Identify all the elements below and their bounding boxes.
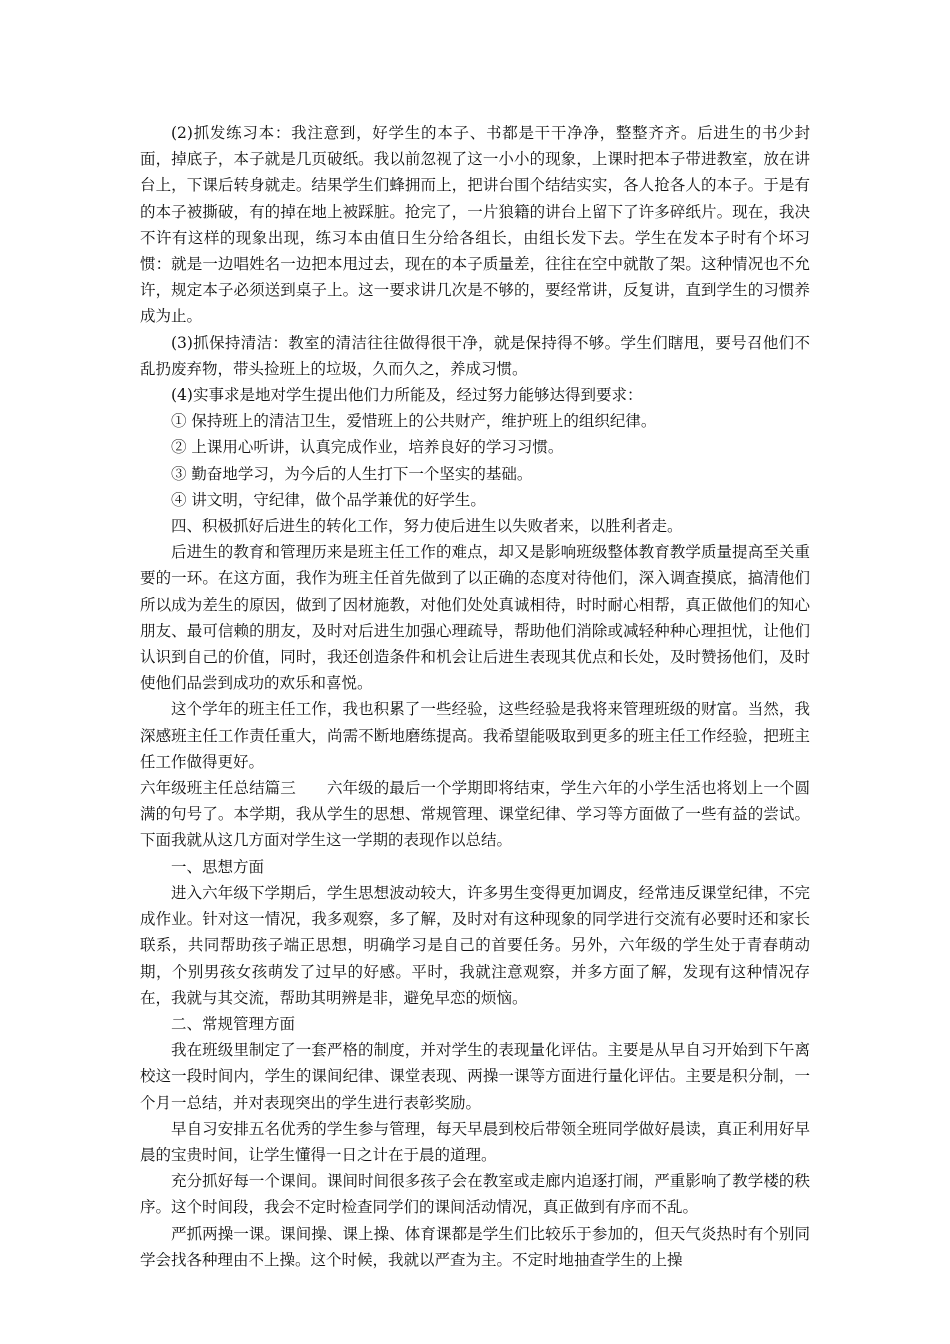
paragraph-article-three <box>140 775 810 854</box>
paragraph-exercise-books: (2)抓发练习本：我注意到，好学生的本子、书都是干干净净，整整齐齐。后进生的书少封面，掉底子，本子就是几页破纸。我以前忽视了这一小小的现象，上课时把本子带进教室，放在讲台上，下课后转身就走。结果学生们蜂拥而上，把讲台围个结结实实，各人抢各人的本子。于是有的本子被撕破，有的掉在地上被踩脏。抢完了，一片狼籍的讲台上留下了许多碎纸片。现在，我决不许有这样的现象出现，练习本由值日生分给各组长，由组长发下去。学生在发本子时有个坏习惯：就是一边唱姓名一边把本甩过去，现在的本子质量差，往往在空中就散了架。这种情况也不允许，规定本子必须送到桌子上。这一要求讲几次是不够的，要经常讲，反复讲，直到学生的习惯养成为止。 <box>140 124 810 326</box>
article-title: 六年级班主任总结篇三 <box>140 779 296 798</box>
paragraph-struggling-students: 后进生的教育和管理历来是班主任工作的难点，却又是影响班级整体教育教学质量提高至关重要的一环。在这方面，我作为班主任首先做到了以正确的态度对待他们，深入调查摸底，搞清他们所以成为差生的原因，做到了因材施教，对他们处处真诚相待，时时耐心相帮，真正做他们的知心朋友、最可信赖的朋友，及时对后进生加强心理疏导，帮助他们消除或减轻种种心理担忧，让他们认识到自己的价值，同时，我还创造条件和机会让后进生表现其优点和长处，及时赞扬他们，及时使他们品尝到成功的欢乐和喜悦。 <box>140 543 810 693</box>
list-item-requirement-4: ④ 讲文明，守纪律，做个品学兼优的好学生。 <box>171 490 486 509</box>
paragraph-morning-study: 早自习安排五名优秀的学生参与管理，每天早晨到校后带领全班同学做好晨读，真正利用好早晨的宝贵时间，让学生懂得一日之计在于晨的道理。 <box>140 1119 810 1164</box>
paragraph-cleanliness: (3)抓保持清洁：教室的清洁往往做得很干净，就是保持得不够。学生们瞎甩，要号召他们不乱扔废弃物，带头捡班上的垃圾，久而久之，养成习惯。 <box>140 333 810 378</box>
document-page <box>140 120 810 1273</box>
list-item-requirement-3: ③ 勤奋地学习，为今后的人生打下一个坚实的基础。 <box>171 464 533 483</box>
paragraph-requirements-intro: (4)实事求是地对学生提出他们力所能及，经过努力能够达得到要求： <box>171 386 643 405</box>
section-heading-thinking: 一、思想方面 <box>171 857 265 876</box>
paragraph-breaks: 充分抓好每一个课间。课间时间很多孩子会在教室或走廊内追逐打闹，严重影响了教学楼的秩序。这个时间段，我会不定时检查同学们的课间活动情况，真正做到有序而不乱。 <box>140 1172 810 1217</box>
paragraph-experience-summary: 这个学年的班主任工作，我也积累了一些经验，这些经验是我将来管理班级的财富。当然，我深感班主任工作责任重大，尚需不断地磨练提高。我希望能吸取到更多的班主任工作经验，把班主任工作做得更好。 <box>140 700 810 771</box>
paragraph-thinking: 进入六年级下学期后，学生思想波动较大，许多男生变得更加调皮，经常违反课堂纪律，不完成作业。针对这一情况，我多观察，多了解，及时对有这种现象的同学进行交流有必要时还和家长联系，共同帮助孩子端正思想，明确学习是自己的首要任务。另外，六年级的学生处于青春萌动期，个别男孩女孩萌发了过早的好感。平时，我就注意观察，并多方面了解，发现有这种情况存在，我就与其交流，帮助其明辨是非，避免早恋的烦恼。 <box>140 883 810 1007</box>
list-item-requirement-2: ② 上课用心听讲，认真完成作业，培养良好的学习习惯。 <box>171 438 564 457</box>
section-heading-four: 四、积极抓好后进生的转化工作，努力使后进生以失败者来，以胜利者走。 <box>171 517 683 536</box>
paragraph-exercises: 严抓两操一课。课间操、课上操、体育课都是学生们比较乐于参加的，但天气炎热时有个别同学会找各种理由不上操。这个时候，我就以严查为主。不定时地抽查学生的上操 <box>140 1224 810 1269</box>
paragraph-routine-system: 我在班级里制定了一套严格的制度，并对学生的表现量化评估。主要是从早自习开始到下午离校这一段时间内，学生的课间纪律、课堂表现、两操一课等方面进行量化评估。主要是积分制，一个月一总结，并对表现突出的学生进行表彰奖励。 <box>140 1041 810 1112</box>
article-intro: 六年级的最后一个学期即将结束，学生六年的小学生活也将划上一个圆满的句号了。本学期，我从学生的思想、常规管理、课堂纪律、学习等方面做了一些有益的尝试。下面我就从这几方面对学生这一学期的表现作以总结。 <box>140 779 810 850</box>
list-item-requirement-1: ① 保持班上的清洁卫生，爱惜班上的公共财产，维护班上的组织纪律。 <box>171 412 657 431</box>
section-heading-routine: 二、常规管理方面 <box>171 1014 296 1033</box>
